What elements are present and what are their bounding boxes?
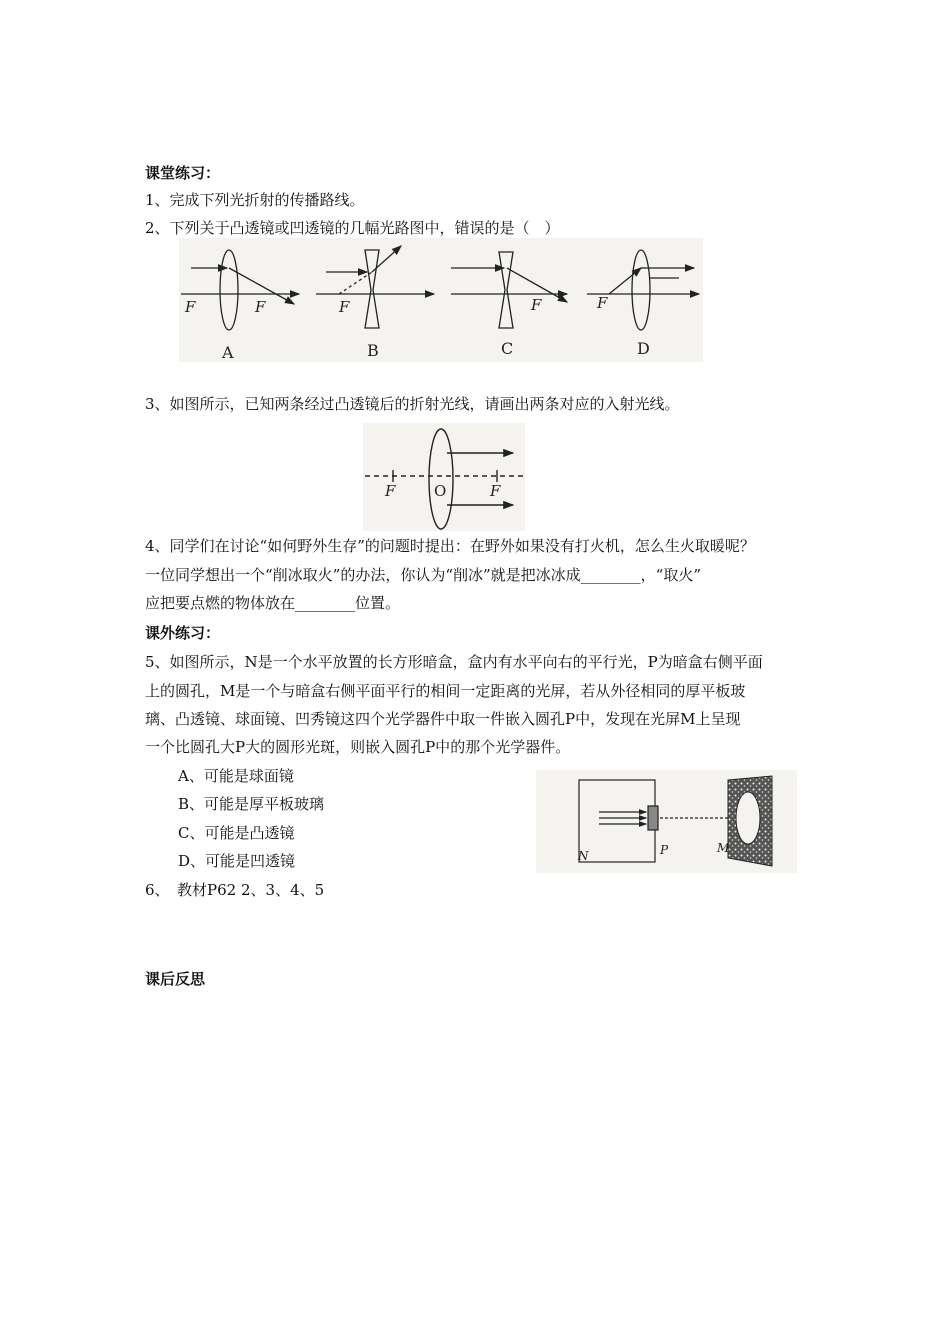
question-5-option-a: A、可能是球面镜 <box>178 767 294 785</box>
question-4-line-2: 一位同学想出一个“削冰取火”的办法，你认为“削冰”就是把冰冰成________，“取火” <box>145 566 702 584</box>
question-5-option-c: C、可能是凸透镜 <box>178 824 295 842</box>
heading-extra-practice: 课外练习： <box>145 624 221 642</box>
fig5-label-p: P <box>660 843 669 857</box>
fig5-label-n: N <box>578 849 589 863</box>
fig3-focus-left: F <box>385 482 396 500</box>
question-6: 6、 教材P62 2、3、4、5 <box>145 881 325 899</box>
svg-text:F: F <box>255 298 266 316</box>
fig2-label-d: D <box>637 339 650 358</box>
question-3: 3、如图所示，已知两条经过凸透镜后的折射光线，请画出两条对应的入射光线。 <box>145 395 680 413</box>
question-5-line-4: 一个比圆孔大P大的圆形光斑，则嵌入圆孔P中的那个光学器件。 <box>145 738 571 756</box>
fig3-center-label: O <box>434 482 447 500</box>
fig2-label-a: A <box>222 343 234 362</box>
question-4-line-3: 应把要点燃的物体放在________位置。 <box>145 594 401 612</box>
question-5-line-1: 5、如图所示，N是一个水平放置的长方形暗盒，盒内有水平向右的平行光，P为暗盒右侧平面 <box>145 653 763 671</box>
question-4-line-1: 4、同学们在讨论“如何野外生存”的问题时提出：在野外如果没有打火机，怎么生火取暖呢？ <box>145 537 755 555</box>
svg-text:F: F <box>531 296 542 314</box>
question-5-line-3: 璃、凸透镜、球面镜、凹秀镜这四个光学器件中取一件嵌入圆孔P中，发现在光屏M上呈现 <box>145 710 741 728</box>
svg-text:F: F <box>339 298 350 316</box>
heading-class-practice: 课堂练习： <box>145 164 221 182</box>
question-5-option-b: B、可能是厚平板玻璃 <box>178 795 325 813</box>
fig5-label-m: M <box>717 841 730 855</box>
question-5-option-d: D、可能是凹透镜 <box>178 852 296 870</box>
heading-reflection: 课后反思 <box>145 970 206 988</box>
fig3-focus-right: F <box>490 482 501 500</box>
question-5-line-2: 上的圆孔，M是一个与暗盒右侧平面平行的相间一定距离的光屏，若从外径相同的厚平板玻 <box>145 682 746 700</box>
figure-q3-convex-lens <box>363 423 525 531</box>
fig2-label-b: B <box>367 341 379 360</box>
fig2-focus-label: F <box>185 298 196 316</box>
question-1: 1、完成下列光折射的传播路线。 <box>145 191 365 209</box>
fig2-label-c: C <box>501 339 514 358</box>
figure-q2-lens-diagrams <box>179 238 703 362</box>
question-2: 2、下列关于凸透镜或凹透镜的几幅光路图中，错误的是（ ） <box>145 219 560 237</box>
figure-q5-dark-box <box>536 770 797 873</box>
svg-text:F: F <box>597 294 608 312</box>
